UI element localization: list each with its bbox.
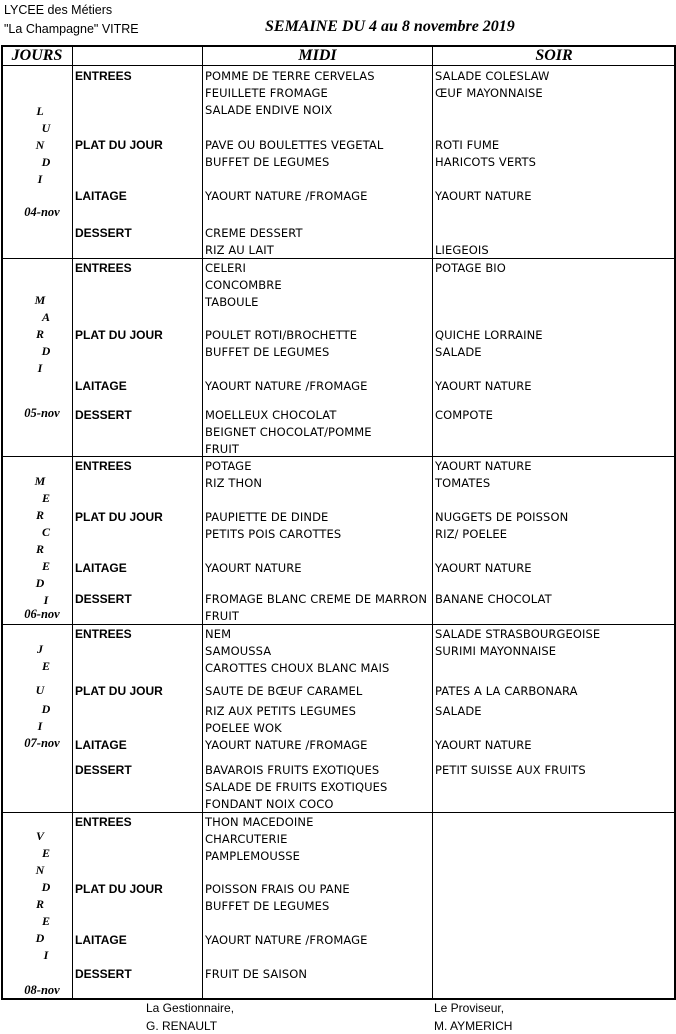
day-separator (1, 456, 676, 457)
column-header-soir: SOIR (535, 47, 573, 64)
midi-item: NEM (205, 627, 232, 641)
day-separator (1, 258, 676, 259)
day-letter: D (35, 931, 45, 945)
day-letter: R (35, 897, 44, 911)
midi-item: FRUIT (205, 609, 239, 623)
day-letter: E (41, 846, 50, 860)
midi-item: BAVAROIS FRUITS EXOTIQUES (205, 763, 380, 777)
category-dessert: DESSERT (75, 408, 132, 422)
day-letter: D (41, 702, 51, 716)
soir-item: SURIMI MAYONNAISE (435, 644, 557, 658)
midi-item: POISSON FRAIS OU PANE (205, 882, 350, 896)
category-laitage: LAITAGE (75, 189, 127, 203)
category-laitage: LAITAGE (75, 561, 127, 575)
midi-item: RIZ AU LAIT (205, 243, 274, 257)
soir-left-divider (432, 45, 433, 998)
midi-item: YAOURT NATURE /FROMAGE (205, 933, 368, 947)
soir-item: HARICOTS VERTS (435, 155, 536, 169)
day-separator (1, 624, 676, 625)
midi-item: FRUIT DE SAISON (205, 967, 308, 981)
midi-item: CREME DESSERT (205, 226, 303, 240)
day-letter: J (37, 642, 43, 656)
soir-item: LIEGEOIS (435, 243, 489, 257)
midi-item: FONDANT NOIX COCO (205, 797, 334, 811)
header-bottom-border (1, 65, 676, 66)
day-separator (1, 812, 676, 813)
column-header-midi: MIDI (298, 47, 337, 64)
soir-item: SALADE (435, 704, 482, 718)
soir-item: YAOURT NATURE (435, 379, 532, 393)
category-entrees: ENTREES (75, 261, 132, 275)
day-date: 08-nov (24, 983, 60, 997)
soir-item: PETIT SUISSE AUX FRUITS (435, 763, 586, 777)
soir-item: SALADE (435, 345, 482, 359)
soir-item: TOMATES (435, 476, 491, 490)
midi-item: CAROTTES CHOUX BLANC MAIS (205, 661, 390, 675)
day-letter: D (35, 576, 45, 590)
midi-item: POMME DE TERRE CERVELAS (205, 69, 375, 83)
category-entrees: ENTREES (75, 459, 132, 473)
jours-column-divider (72, 45, 73, 998)
table-top-border (1, 45, 676, 47)
midi-item: BEIGNET CHOCOLAT/POMME (205, 425, 372, 439)
midi-item: TABOULE (205, 295, 259, 309)
day-date: 05-nov (24, 406, 60, 420)
midi-item: FEUILLETE FROMAGE (205, 86, 328, 100)
midi-item: PAMPLEMOUSSE (205, 849, 301, 863)
midi-item: YAOURT NATURE (205, 561, 302, 575)
day-letter: E (41, 659, 50, 673)
day-letter: V (35, 829, 44, 843)
soir-item: COMPOTE (435, 408, 493, 422)
midi-item: SAMOUSSA (205, 644, 272, 658)
midi-item: POTAGE (205, 459, 252, 473)
day-letter: U (41, 121, 51, 135)
soir-item: YAOURT NATURE (435, 738, 532, 752)
category-dessert: DESSERT (75, 592, 132, 606)
day-letter: I (43, 593, 49, 607)
day-letter: R (35, 542, 44, 556)
soir-item: YAOURT NATURE (435, 561, 532, 575)
day-letter: U (35, 683, 45, 697)
midi-left-divider (202, 45, 203, 998)
soir-item: ŒUF MAYONNAISE (435, 86, 543, 100)
midi-item: FRUIT (205, 442, 239, 456)
midi-item: CONCOMBRE (205, 278, 282, 292)
day-letter: M (34, 474, 46, 488)
day-date: 06-nov (24, 607, 60, 621)
midi-item: THON MACEDOINE (205, 815, 314, 829)
soir-item: NUGGETS DE POISSON (435, 510, 569, 524)
category-plat-du-jour: PLAT DU JOUR (75, 882, 163, 896)
midi-item: RIZ THON (205, 476, 263, 490)
day-letter: I (37, 719, 43, 733)
midi-item: PAUPIETTE DE DINDE (205, 510, 329, 524)
category-dessert: DESSERT (75, 967, 132, 981)
column-header-jours: JOURS (11, 47, 63, 64)
midi-item: RIZ AUX PETITS LEGUMES (205, 704, 357, 718)
signature-right-name: M. AYMERICH (434, 1019, 513, 1033)
soir-item: PATES A LA CARBONARA (435, 684, 578, 698)
day-letter: N (35, 863, 45, 877)
soir-item: YAOURT NATURE (435, 189, 532, 203)
soir-item: RIZ/ POELEE (435, 527, 508, 541)
day-letter: E (41, 559, 50, 573)
day-letter: I (37, 172, 43, 186)
day-letter: E (41, 914, 50, 928)
midi-item: CELERI (205, 261, 246, 275)
signature-right-role: Le Proviseur, (434, 1001, 505, 1015)
category-laitage: LAITAGE (75, 738, 127, 752)
category-laitage: LAITAGE (75, 379, 127, 393)
day-letter: I (43, 948, 49, 962)
day-letter: I (37, 361, 43, 375)
table-left-border (1, 45, 3, 1000)
day-letter: D (41, 155, 51, 169)
category-entrees: ENTREES (75, 627, 132, 641)
midi-item: SALADE ENDIVE NOIX (205, 103, 333, 117)
day-letter: D (41, 344, 51, 358)
day-letter: N (35, 138, 45, 152)
midi-item: SAUTE DE BŒUF CARAMEL (205, 684, 363, 698)
day-letter: L (36, 104, 44, 118)
day-letter: A (41, 310, 50, 324)
midi-item: POULET ROTI/BROCHETTE (205, 328, 358, 342)
midi-item: YAOURT NATURE /FROMAGE (205, 379, 368, 393)
category-plat-du-jour: PLAT DU JOUR (75, 138, 163, 152)
soir-item: POTAGE BIO (435, 261, 506, 275)
day-date: 04-nov (24, 205, 60, 219)
soir-item: YAOURT NATURE (435, 459, 532, 473)
category-entrees: ENTREES (75, 69, 132, 83)
midi-item: BUFFET DE LEGUMES (205, 155, 330, 169)
midi-item: PAVE OU BOULETTES VEGETAL (205, 138, 384, 152)
category-plat-du-jour: PLAT DU JOUR (75, 328, 163, 342)
soir-item: SALADE STRASBOURGEOISE (435, 627, 601, 641)
table-bottom-border (1, 998, 676, 1000)
day-letter: M (34, 293, 46, 307)
soir-item: SALADE COLESLAW (435, 69, 550, 83)
school-line-2: "La Champagne" VITRE (4, 22, 139, 36)
midi-item: BUFFET DE LEGUMES (205, 899, 330, 913)
midi-item: YAOURT NATURE /FROMAGE (205, 738, 368, 752)
day-letter: C (41, 525, 50, 539)
day-letter: D (41, 880, 51, 894)
category-entrees: ENTREES (75, 815, 132, 829)
day-letter: E (41, 491, 50, 505)
day-letter: R (35, 327, 44, 341)
soir-item: QUICHE LORRAINE (435, 328, 543, 342)
category-plat-du-jour: PLAT DU JOUR (75, 510, 163, 524)
midi-item: BUFFET DE LEGUMES (205, 345, 330, 359)
category-dessert: DESSERT (75, 763, 132, 777)
midi-item: YAOURT NATURE /FROMAGE (205, 189, 368, 203)
school-line-1: LYCEE des Métiers (4, 3, 113, 17)
category-laitage: LAITAGE (75, 933, 127, 947)
day-letter: R (35, 508, 44, 522)
signature-left-role: La Gestionnaire, (146, 1001, 235, 1015)
midi-item: POELEE WOK (205, 721, 282, 735)
soir-item: BANANE CHOCOLAT (435, 592, 552, 606)
midi-item: SALADE DE FRUITS EXOTIQUES (205, 780, 388, 794)
category-dessert: DESSERT (75, 226, 132, 240)
soir-item: ROTI FUME (435, 138, 500, 152)
signature-left-name: G. RENAULT (146, 1019, 218, 1033)
midi-item: MOELLEUX CHOCOLAT (205, 408, 337, 422)
midi-item: CHARCUTERIE (205, 832, 288, 846)
page-title: SEMAINE DU 4 au 8 novembre 2019 (265, 18, 515, 35)
day-date: 07-nov (24, 736, 60, 750)
midi-item: FROMAGE BLANC CREME DE MARRON (205, 592, 428, 606)
midi-item: PETITS POIS CAROTTES (205, 527, 342, 541)
category-plat-du-jour: PLAT DU JOUR (75, 684, 163, 698)
